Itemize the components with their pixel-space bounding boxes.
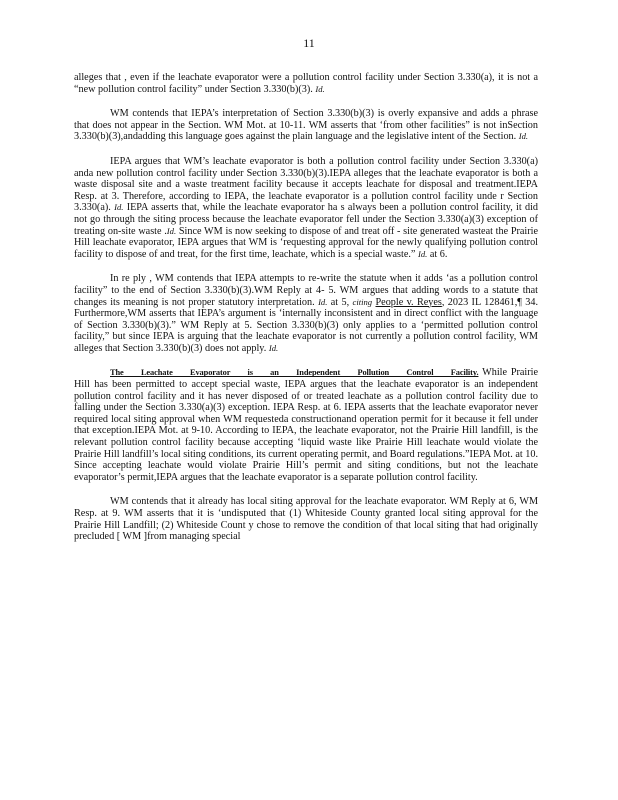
citing-signal: citing [352,296,373,307]
paragraph-text: IEPA asserts that, while the leachate evaporator ha s always been a pollution control facility, it did not go through the siting process because the leachate evaporator fell under the Section 3.330(a)(3) exception of treating on-site waste . [74,202,539,237]
id-citation: Id. [315,83,325,94]
id-citation: Id. [166,225,177,236]
id-citation: Id. [268,342,279,353]
paragraph-5 [74,367,538,483]
body-text [74,72,538,556]
paragraph-1 [74,72,538,95]
id-citation: Id. [418,248,428,259]
paragraph-6 [74,496,538,542]
id-citation: Id. [518,131,529,142]
paragraph-3 [74,156,538,260]
paragraph-text: alleges that , even if the leachate evaporator were a pollution control facility under Section 3.330(a), it is not a “new pollution control facility” under Section 3.330(b)(3). [74,72,538,95]
paragraph-text: , 2023 IL 128461,¶ 34. Furthermore,WM asserts that IEPA’s argument is ‘internally inconsistent and in direct conflict with the language of Section 3.330(b)(3).” WM Reply at 5. Section 3.330(b)(3) only applies to a ‘permitted pollution control facility,” but since IEPA is arguing that the leachate evaporator is not currently a pollution control facility, WM alleges that Section 3.330(b)(3) does not apply. [74,296,539,354]
id-citation: Id. [114,202,124,213]
paragraph-text: IEPA argues that WM’s leachate evaporator is both a pollution control facility under Section 3.330(a) anda new pollution control facility under Section 3.330(b)(3).IEPA alleges that the leachate evaporator is both a waste disposal site and a waste treatment facility because it accepts leachate for disposal and treatment.IEPA Resp. at 3. Therefore, according to IEPA, the leachate evaporator is a pollution control facility unde r Section 3.330(a). [74,155,538,214]
paragraph-text: at 6. [429,248,448,260]
paragraph-text: at 5, [330,296,350,308]
paragraph-2 [74,108,538,143]
paragraph-text: WM contends that it already has local siting approval for the leachate evaporator. WM Reply at 6, WM Resp. at 9. WM asserts that it is ‘undisputed that (1) Whiteside County granted local siting approval for the Prairie Hill Landfill; (2) Whiteside Count y chose to remove the condition of that local siting that had originally precluded [ WM ]from managing special [74,496,538,543]
paragraph-text: WM contends that IEPA’s interpretation of Section 3.330(b)(3) is overly expansive and adds a phrase that does not appear in the Section. WM Mot. at 10-11. WM asserts that ‘from other facilities” is not inSection 3.330(b)(3),andadding this language goes against the plain language and the legislative intent of the Section. [74,108,538,143]
paragraph-text: In re ply , WM contends that IEPA attempts to re-write the statute when it adds ‘as a pollution control facility” to the end of Section 3.330(b)(3).WM Reply at 4- 5. WM argues that adding words to a statute that changes its meaning is not proper statutory interpretation. [74,273,538,308]
page-number: 11 [303,36,315,50]
paragraph-text: Since WM is now seeking to dispose of and treat off - site generated wasteat the Prairie Hill leachate evaporator, IEPA argues that WM is ‘requesting approval for the newly qualifying pollution control facility to dispose of and treat, for the first time, leachate, which is a special waste.” [74,225,538,260]
section-heading: The Leachate Evaporator is an Independent Pollution Control Facility. [110,368,479,378]
id-citation: Id. [318,296,328,307]
case-citation: People v. Reyes [375,296,442,308]
paragraph-4 [74,273,538,354]
paragraph-text: While Prairie Hill has been permitted to accept special waste, IEPA argues that the leachate evaporator is an independent pollution control facility and it has never disposed of or treated leachate as a pollution control facility due to falling under the Section 3.330(a)(3) exception. IEPA Resp. at 6. IEPA asserts that the leachate evaporator never required local siting approval when WM requesteda constructionand operation permit for it because it fell under that exception.IEPA Mot. at 9-10. According to IEPA, the leachate evaporator, not the Prairie Hill landfill, is the relevant pollution control facility because accepting ‘liquid waste like Prairie Hill leachate would violate the Prairie Hill landfill’s local siting conditions, its current operating permit, and Board regulations.”IEPA Mot. at 10. Since accepting leachate would violate Prairie Hill’s permit and siting conditions, but not the leachate evaporator’s permit,IEPA argues that the leachate evaporator is a separate pollution control facility. [74,367,538,483]
